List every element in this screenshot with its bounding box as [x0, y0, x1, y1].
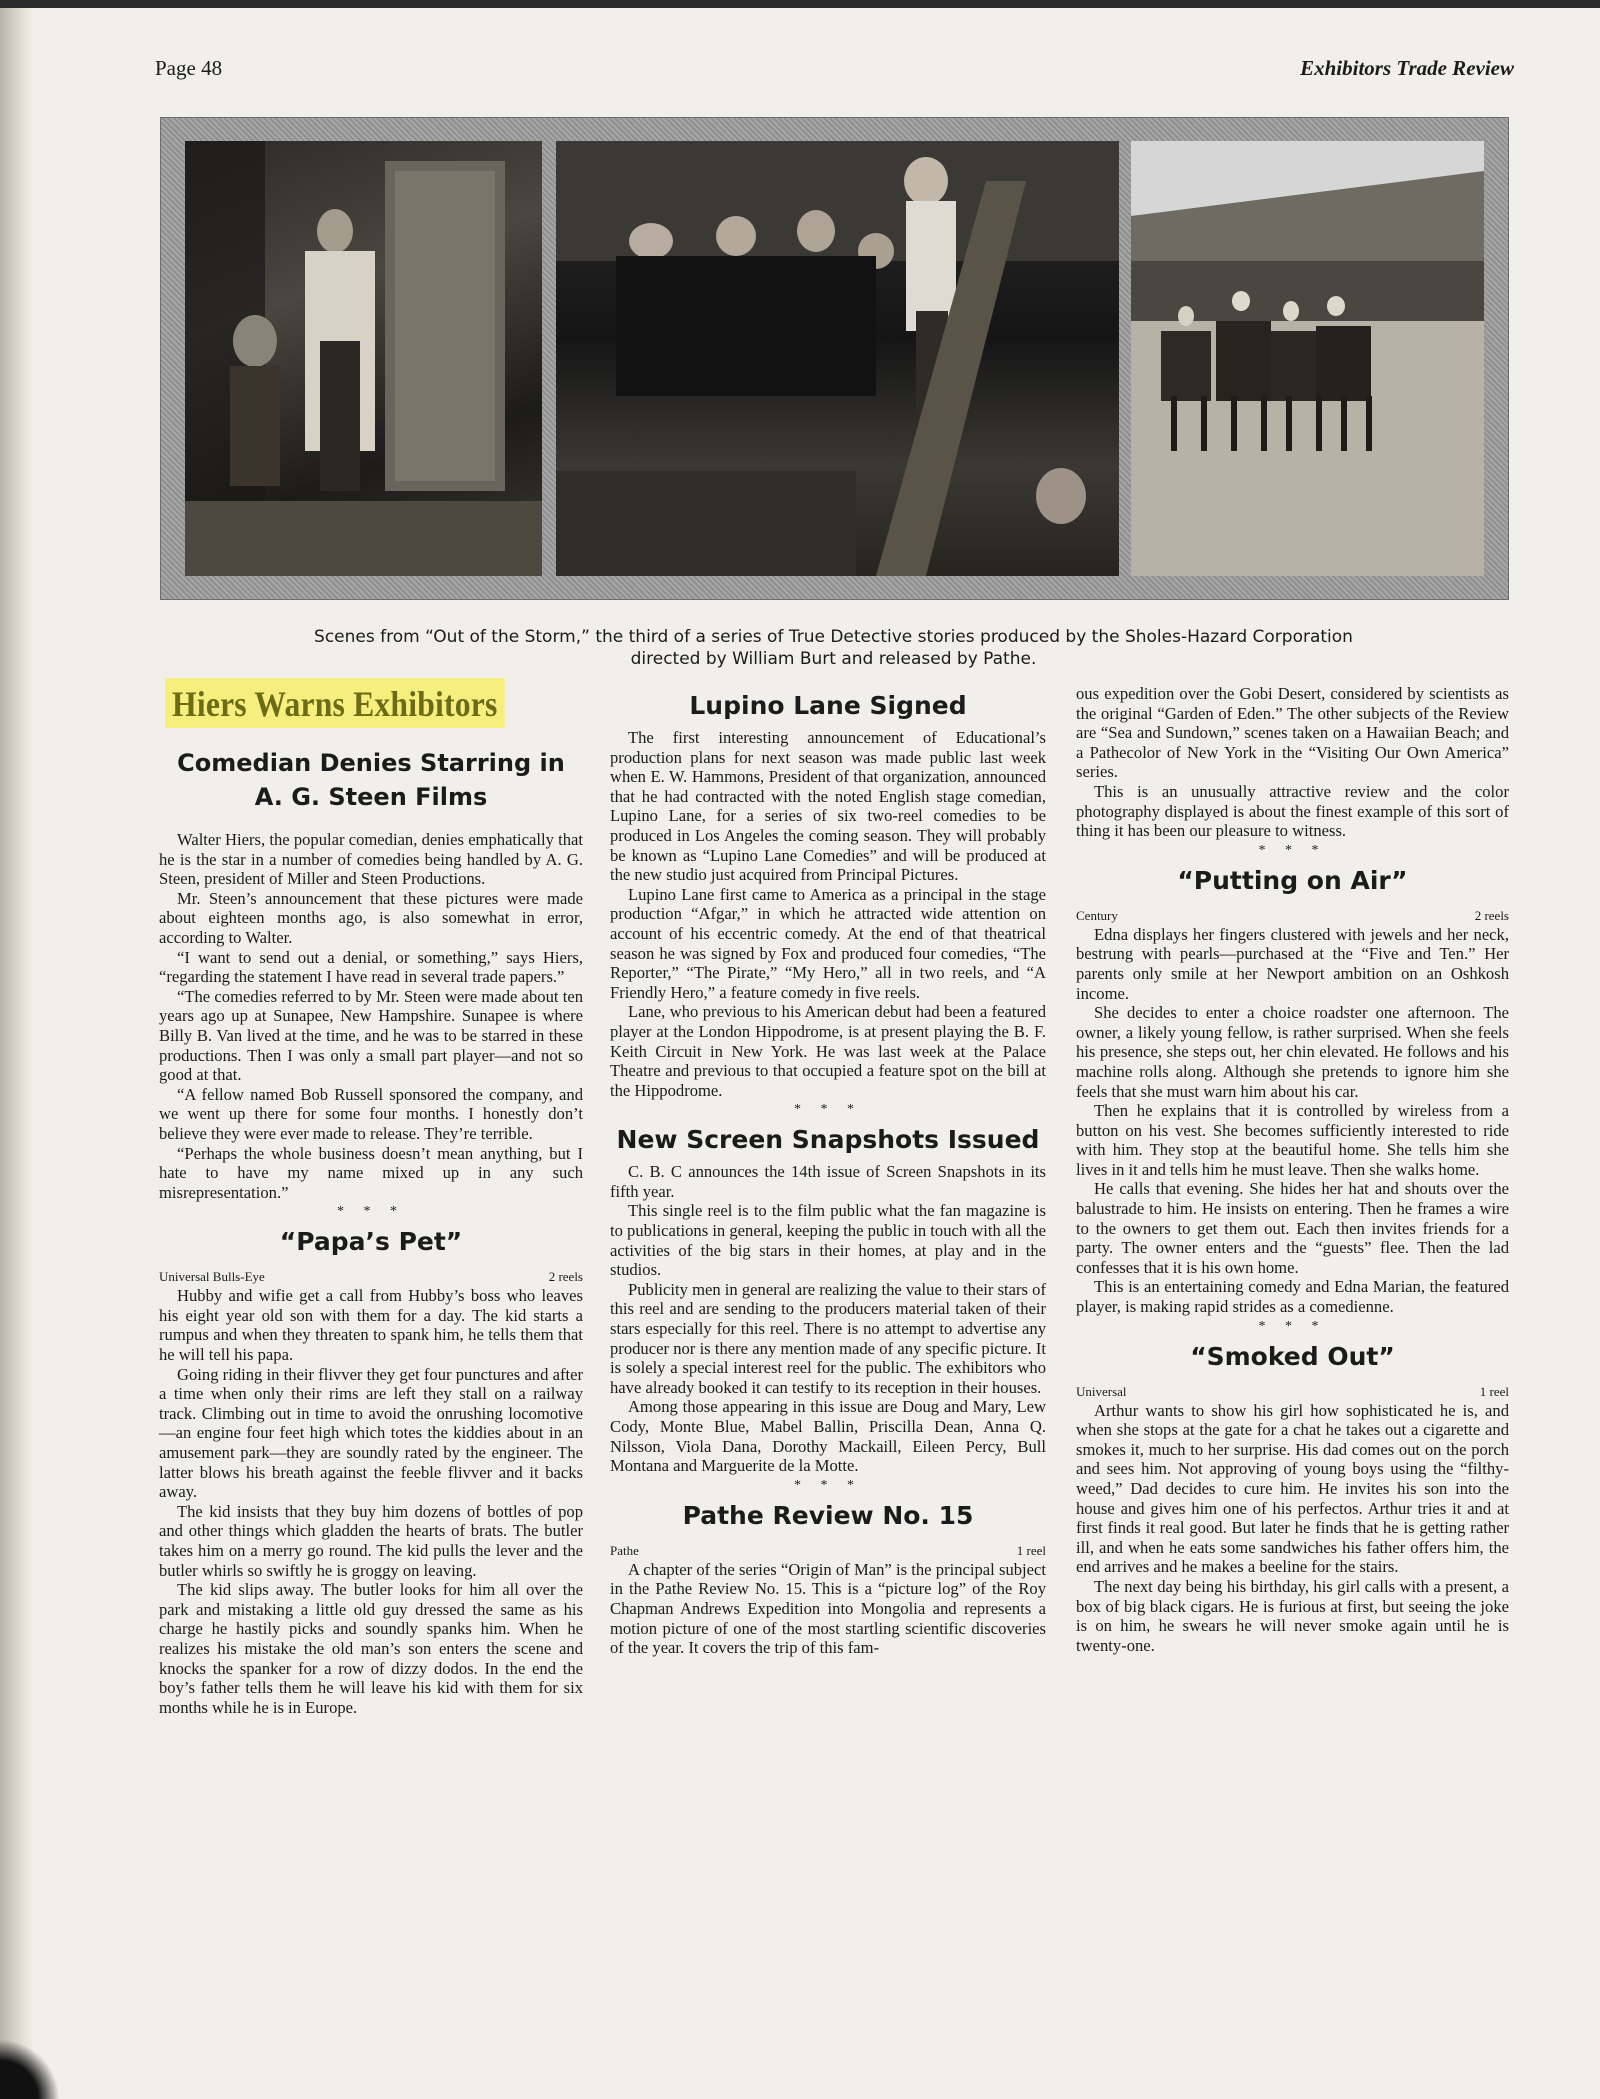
studio-label: Pathe [610, 1542, 639, 1558]
top-edge [0, 0, 1600, 8]
studio-label: Universal [1076, 1383, 1127, 1399]
paragraph: The kid slips away. The butler looks for him all over the park and mistaking a little old guy dressed the same as his charge he hastily picks and soundly spanks him. When he realizes his mistake the old man’s son enters the scene and knocks the spanker for a row of dizzy dodos. In the end the boy’s father tells them he will leave his kid with them for six months while he is in Europe. [159, 1580, 583, 1717]
headline-hiers: Hiers Warns Exhibitors [165, 678, 504, 728]
review-title-putting-on-air: “Putting on Air” [1177, 865, 1408, 895]
publication-title: Exhibitors Trade Review [1300, 56, 1514, 80]
paragraph: “A fellow named Bob Russell sponsored the company, and we went up there for some four months. I honestly don’t believe they were ever made to release. They’re terrible. [159, 1084, 583, 1143]
paragraph: This single reel is to the film public what the fan magazine is to publications in general, keeping the public in touch with all the activities of the big stars in their homes, at play and in the studios. [610, 1201, 1046, 1280]
paragraph: “Perhaps the whole business doesn’t mean anything, but I hate to have my name mixed up in any such misrepresentation.” [159, 1143, 583, 1202]
scene-photo-cabin [185, 141, 542, 576]
paragraph: The first interesting announcement of Educational’s production plans for next season was made public last week when E. W. Hammons, President of that organization, announced that he had contracted with the noted English stage comedian, Lupino Lane, for a series of six two-reel comedies to be produced in Los Angeles the coming season. They will probably be known as “Lupino Lane Comedies” and will be produced at the new studio just acquired from Principal Pictures. [610, 728, 1046, 885]
paragraph: The next day being his birthday, his girl calls with a present, a box of big black cigars. He is furious at first, but seeing the joke is on him, he swears he will never smoke again until he is twenty-one. [1076, 1576, 1509, 1655]
page-number: Page 48 [155, 56, 223, 80]
column-1 [159, 678, 583, 1717]
review-title-smoked-out: “Smoked Out” [1190, 1341, 1395, 1371]
paragraph: The kid insists that they buy him dozens of bottles of pop and other things which gladden the hearts of brats. The butler takes him on a merry go round. The kid pulls the lever and the butler whirls so swiftly he is groggy on leaving. [159, 1501, 583, 1580]
paragraph: Hubby and wifie get a call from Hubby’s boss who leaves his eight year old son with them for a day. The kid starts a rumpus and when they threaten to spank him, he tells them that he will tell his papa. [159, 1286, 583, 1365]
paragraph: Walter Hiers, the popular comedian, denies emphatically that he is the star in a number of comedies being handled by A. G. Steen, president of Miller and Steen Productions. [159, 830, 583, 889]
paragraph: A chapter of the series “Origin of Man” is the principal subject in the Pathe Review No. 15. This is a “picture log” of the Roy Chapman Andrews Expedition into Mongolia and represents a motion picture of one of the most startling scientific discoveries of the year. It covers the trip of this fam- [610, 1559, 1046, 1658]
section-divider: * * * [794, 1477, 862, 1493]
paragraph: He calls that evening. She hides her hat and shouts over the balustrade to him. He insists on entering. Then he frames a wire to the owners to get them out. Each then invites friends for a party. The owner enters and the “guests” flee. Then the lad confesses that it is his own home. [1076, 1179, 1509, 1277]
caption-line-2: directed by William Burt and released by Pathe. [630, 649, 1037, 669]
headline-screen-snapshots: New Screen Snapshots Issued [616, 1125, 1040, 1155]
headline-pathe-review: Pathe Review No. 15 [682, 1500, 974, 1530]
caption-line-1: Scenes from “Out of the Storm,” the third of a series of True Detective stories produced by the Sholes-Hazard Corporation [314, 627, 1353, 647]
paragraph: Edna displays her fingers clustered with jewels and her neck, bestrung with pearls—purchased at the “Five and Ten.” Her parents only smile at her Newport ambition on an Oshkosh income. [1076, 924, 1509, 1003]
reel-count: 1 reel [1016, 1542, 1046, 1558]
paragraph: ous expedition over the Gobi Desert, considered by scientists as the original “Garden of Eden.” The other subjects of the Review are “Sea and Sundown,” scenes taken on a Hawaiian Beach; and a Pathecolor of New York in the “Visiting Our Own America” series. [1076, 684, 1509, 782]
column-2 [610, 684, 1046, 1658]
review-meta [1076, 1383, 1509, 1401]
section-divider: * * * [794, 1102, 862, 1118]
studio-label: Century [1076, 907, 1118, 923]
review-meta [159, 1268, 583, 1286]
photo-strip [160, 117, 1509, 600]
scan-corner-shadow [0, 2039, 60, 2099]
reel-count: 2 reels [1474, 907, 1509, 923]
review-meta [1076, 907, 1509, 925]
paragraph: “The comedies referred to by Mr. Steen were made about ten years ago up at Sunapee, New Hampshire. Sunapee is where Billy B. Van lived at the time, and he was to be starred in these productions. Then I was only a small part player—and not so good at that. [159, 986, 583, 1085]
paragraph: Lupino Lane first came to America as a principal in the stage production “Afgar,” in which he attracted wide attention on account of his eccentric comedy. At the end of that theatrical season he was signed by Fox and produced four comedies, “The Reporter,” “The Pirate,” “My Hero,” all in two reels, and “A Friendly Hero,” a feature comedy in five reels. [610, 884, 1046, 1002]
paragraph: This is an entertaining comedy and Edna Marian, the featured player, is making rapid strides as a comedienne. [1076, 1277, 1509, 1317]
scene-photo-fight [556, 141, 1119, 576]
photo-caption [160, 626, 1507, 670]
paragraph: Publicity men in general are realizing the value to their stars of this reel and are sending to the producers material taken of their stars especially for this reel. There is no attempt to advertise any producer nor is there any mention made of any specific picture. It is solely a special interest reel for the public. The exhibitors who have already booked it can testify to its reception in their houses. [610, 1279, 1046, 1397]
subhead-comedian-denies: Comedian Denies Starring in A. G. Steen Films [177, 749, 565, 811]
paragraph: Arthur wants to show his girl how sophisticated he is, and when she stops at the gate for a chat he takes out a cigarette and smokes it, much to her surprise. His dad comes out on the porch and sees him. Not approving of young boys using the “filthy-weed,” Dad decides to cure him. He invites his son into the house and gives him one of his perfectos. Arthur tries it and at first finds it real good. But later he finds that he is getting rather ill, and when he eats some sandwiches his father offers him, the end arrives and he makes a beeline for the stairs. [1076, 1400, 1509, 1577]
paragraph: She decides to enter a choice roadster one afternoon. The owner, a likely young fellow, is rather surprised. When she feels his presence, she steps out, her chin elevated. He follows and his machine rolls along. Although she pretends to ignore him she feels that she must warn him about his car. [1076, 1003, 1509, 1101]
section-divider: * * * [1258, 842, 1327, 858]
paragraph: Mr. Steen’s announcement that these pictures were made about eighteen months ago, is also somewhat in error, according to Walter. [159, 888, 583, 947]
reel-count: 1 reel [1479, 1383, 1509, 1399]
page-binding-shadow [0, 0, 34, 2099]
column-3 [1076, 684, 1509, 1655]
paragraph: Among those appearing in this issue are Doug and Mary, Lew Cody, Monte Blue, Mabel Ballin, Priscilla Dean, Anna Q. Nilsson, Viola Dana, Dorothy Mackaill, Eileen Percy, Bull Montana and Marguerite de la Motte. [610, 1397, 1046, 1476]
reel-count: 2 reels [548, 1269, 583, 1285]
paragraph: C. B. C announces the 14th issue of Screen Snapshots in its fifth year. [610, 1162, 1046, 1201]
paragraph: Then he explains that it is controlled by wireless from a button on his vest. She becomes sufficiently interested to ride with him. They stop at the beautiful home. She tells him she lives in it and tells him he must leave. Then she walks home. [1076, 1101, 1509, 1179]
section-divider: * * * [337, 1204, 405, 1220]
paragraph: Lane, who previous to his American debut had been a featured player at the London Hippodrome, is at present playing the B. F. Keith Circuit in New York. He was last week at the Palace Theatre and previous to that occupied a feature spot on the bill at the Hippodrome. [610, 1002, 1046, 1100]
scene-photo-horsemen [1131, 141, 1484, 576]
paragraph: This is an unusually attractive review and the color photography displayed is about the finest example of this sort of thing it has been our pleasure to witness. [1076, 781, 1509, 841]
review-meta [610, 1542, 1046, 1560]
headline-lupino-lane: Lupino Lane Signed [689, 691, 967, 720]
paragraph: Going riding in their flivver they get four punctures and after a time when only their rims are left they stall on a railway track. Climbing out in time to avoid the onrushing locomotive—an engine four feet high which totes the kiddies about in an amusement park—they are soundly rated by the engineer. The latter blows his breath against the feeble flivver and it backs away. [159, 1364, 583, 1502]
review-title-papas-pet: “Papa’s Pet” [279, 1227, 463, 1257]
studio-label: Universal Bulls-Eye [159, 1269, 265, 1285]
paragraph: “I want to send out a denial, or something,” says Hiers, “regarding the statement I have read in several trade papers.” [159, 947, 583, 987]
section-divider: * * * [1258, 1318, 1327, 1334]
